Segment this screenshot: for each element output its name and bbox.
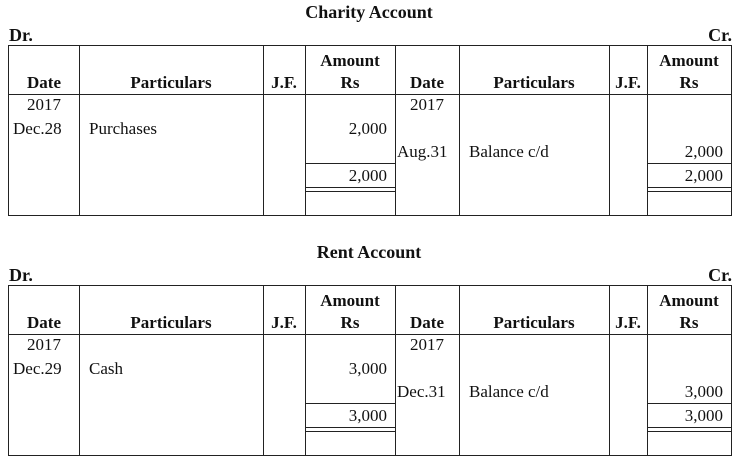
account-title: Rent Account	[316, 242, 422, 262]
header-amount-unit: Rs	[340, 313, 360, 332]
header-date: Date	[410, 313, 444, 332]
debit-particulars: Purchases	[89, 119, 157, 138]
debit-total: 3,000	[348, 406, 387, 425]
header-particulars: Particulars	[493, 313, 575, 332]
credit-year: 2017	[410, 335, 444, 354]
credit-label: Cr.	[708, 25, 732, 45]
header-particulars: Particulars	[130, 73, 212, 92]
credit-label: Cr.	[708, 265, 732, 285]
ledger-table	[8, 45, 732, 216]
rent-account-ledger	[0, 240, 738, 460]
credit-amount: 2,000	[684, 142, 723, 161]
header-date: Date	[27, 313, 61, 332]
header-amount: Amount	[659, 291, 719, 310]
header-jf: J.F.	[615, 73, 641, 92]
credit-date: Aug.31	[397, 142, 448, 161]
debit-label: Dr.	[9, 25, 33, 45]
account-title: Charity Account	[305, 2, 433, 22]
debit-amount: 3,000	[348, 359, 387, 378]
debit-date: Dec.28	[13, 119, 62, 138]
header-date: Date	[27, 73, 61, 92]
header-amount: Amount	[320, 51, 380, 70]
header-particulars: Particulars	[130, 313, 212, 332]
charity-account-ledger	[0, 0, 738, 220]
credit-year: 2017	[410, 95, 444, 114]
debit-year: 2017	[27, 95, 61, 114]
header-amount: Amount	[659, 51, 719, 70]
header-jf: J.F.	[271, 313, 297, 332]
header-jf: J.F.	[271, 73, 297, 92]
debit-date: Dec.29	[13, 359, 62, 378]
debit-label: Dr.	[9, 265, 33, 285]
debit-particulars: Cash	[89, 359, 123, 378]
debit-year: 2017	[27, 335, 61, 354]
credit-total: 3,000	[684, 406, 723, 425]
credit-date: Dec.31	[397, 382, 446, 401]
credit-particulars: Balance c/d	[469, 382, 549, 401]
header-date: Date	[410, 73, 444, 92]
header-amount-unit: Rs	[679, 313, 699, 332]
header-particulars: Particulars	[493, 73, 575, 92]
credit-amount: 3,000	[684, 382, 723, 401]
header-amount-unit: Rs	[340, 73, 360, 92]
header-amount: Amount	[320, 291, 380, 310]
credit-particulars: Balance c/d	[469, 142, 549, 161]
header-amount-unit: Rs	[679, 73, 699, 92]
credit-total: 2,000	[684, 166, 723, 185]
debit-total: 2,000	[348, 166, 387, 185]
debit-amount: 2,000	[348, 119, 387, 138]
ledger-table	[8, 285, 732, 456]
header-jf: J.F.	[615, 313, 641, 332]
